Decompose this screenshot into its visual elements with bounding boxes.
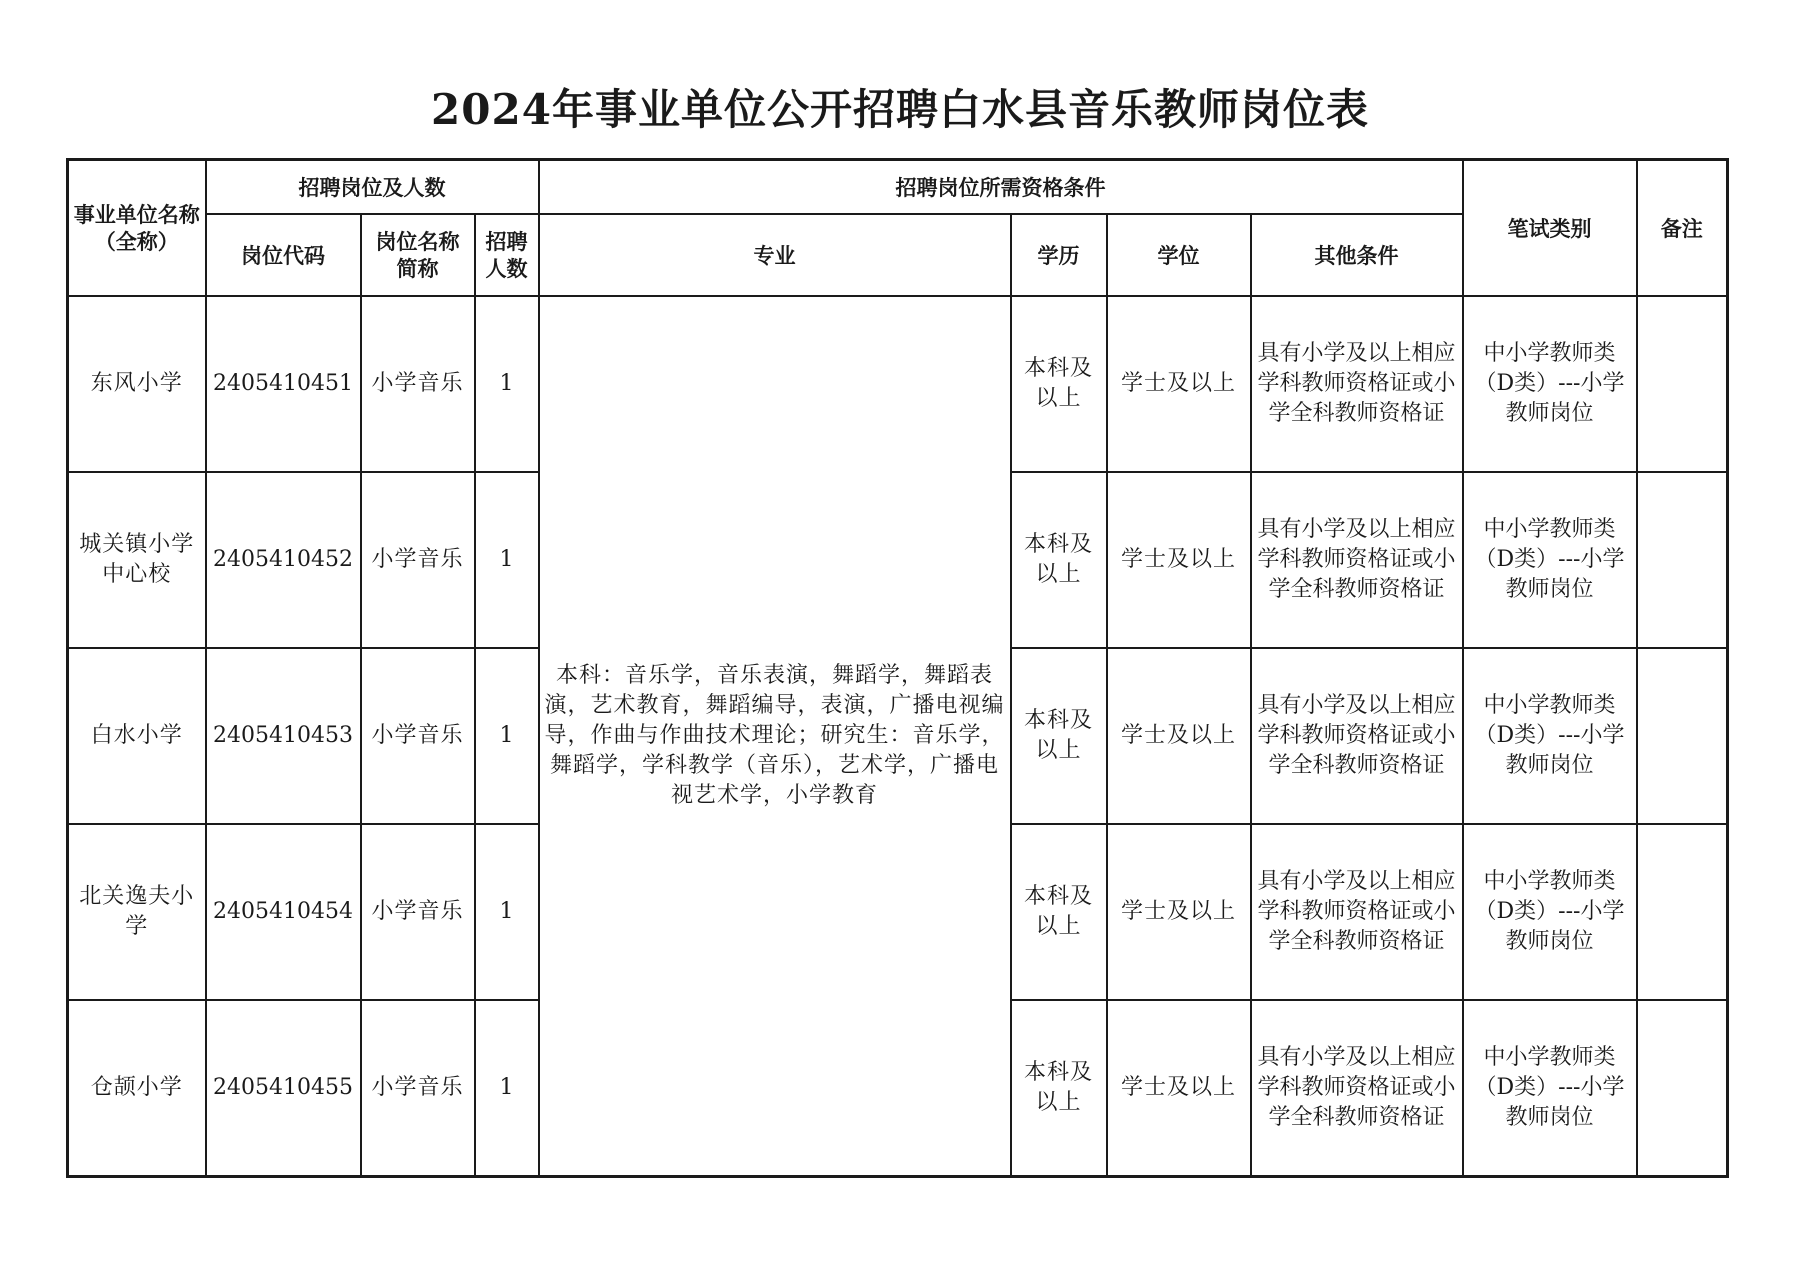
recruitment-table: [66, 158, 1729, 1178]
header-count: 招聘人数: [475, 214, 539, 296]
cell-degree: 学士及以上: [1107, 824, 1251, 1000]
table-row: [68, 296, 1728, 472]
cell-other-conditions: 具有小学及以上相应学科教师资格证或小学全科教师资格证: [1251, 1000, 1463, 1177]
cell-note: [1637, 824, 1728, 1000]
header-post-code: 岗位代码: [206, 214, 361, 296]
cell-unit: 北关逸夫小学: [68, 824, 206, 1000]
cell-education: 本科及以上: [1011, 824, 1107, 1000]
cell-unit: 仓颉小学: [68, 1000, 206, 1177]
cell-post-name: 小学音乐: [361, 296, 475, 472]
cell-other-conditions: 具有小学及以上相应学科教师资格证或小学全科教师资格证: [1251, 648, 1463, 824]
header-other-conditions: 其他条件: [1251, 214, 1463, 296]
header-unit: 事业单位名称（全称）: [68, 160, 206, 297]
header-education: 学历: [1011, 214, 1107, 296]
cell-degree: 学士及以上: [1107, 296, 1251, 472]
cell-note: [1637, 648, 1728, 824]
cell-post-name: 小学音乐: [361, 472, 475, 648]
cell-post-code: 2405410452: [206, 472, 361, 648]
cell-unit: 城关镇小学中心校: [68, 472, 206, 648]
cell-other-conditions: 具有小学及以上相应学科教师资格证或小学全科教师资格证: [1251, 472, 1463, 648]
cell-count: 1: [475, 296, 539, 472]
cell-education: 本科及以上: [1011, 472, 1107, 648]
cell-unit: 东风小学: [68, 296, 206, 472]
cell-post-code: 2405410455: [206, 1000, 361, 1177]
cell-count: 1: [475, 1000, 539, 1177]
header-group-qualification: 招聘岗位所需资格条件: [539, 160, 1463, 215]
cell-post-name: 小学音乐: [361, 824, 475, 1000]
page-title: 2024年事业单位公开招聘白水县音乐教师岗位表: [431, 85, 1369, 134]
cell-education: 本科及以上: [1011, 1000, 1107, 1177]
cell-count: 1: [475, 648, 539, 824]
header-post-name: 岗位名称简称: [361, 214, 475, 296]
cell-exam-type: 中小学教师类（D类）---小学教师岗位: [1463, 472, 1637, 648]
cell-degree: 学士及以上: [1107, 1000, 1251, 1177]
header-major: 专业: [539, 214, 1011, 296]
cell-post-name: 小学音乐: [361, 648, 475, 824]
cell-education: 本科及以上: [1011, 296, 1107, 472]
cell-post-code: 2405410453: [206, 648, 361, 824]
cell-exam-type: 中小学教师类（D类）---小学教师岗位: [1463, 824, 1637, 1000]
cell-exam-type: 中小学教师类（D类）---小学教师岗位: [1463, 296, 1637, 472]
cell-post-code: 2405410454: [206, 824, 361, 1000]
cell-note: [1637, 296, 1728, 472]
cell-education: 本科及以上: [1011, 648, 1107, 824]
cell-post-code: 2405410451: [206, 296, 361, 472]
header-group-post: 招聘岗位及人数: [206, 160, 539, 215]
cell-note: [1637, 472, 1728, 648]
cell-degree: 学士及以上: [1107, 472, 1251, 648]
cell-post-name: 小学音乐: [361, 1000, 475, 1177]
cell-major: 本科：音乐学，音乐表演，舞蹈学，舞蹈表演，艺术教育，舞蹈编导，表演，广播电视编导，作曲与作曲技术理论；研究生：音乐学，舞蹈学，学科教学（音乐），艺术学，广播电视艺术学，小学教育: [539, 296, 1011, 1177]
cell-exam-type: 中小学教师类（D类）---小学教师岗位: [1463, 1000, 1637, 1177]
cell-degree: 学士及以上: [1107, 648, 1251, 824]
cell-other-conditions: 具有小学及以上相应学科教师资格证或小学全科教师资格证: [1251, 824, 1463, 1000]
header-exam-type: 笔试类别: [1463, 160, 1637, 297]
cell-exam-type: 中小学教师类（D类）---小学教师岗位: [1463, 648, 1637, 824]
cell-count: 1: [475, 824, 539, 1000]
cell-count: 1: [475, 472, 539, 648]
cell-note: [1637, 1000, 1728, 1177]
cell-unit: 白水小学: [68, 648, 206, 824]
cell-other-conditions: 具有小学及以上相应学科教师资格证或小学全科教师资格证: [1251, 296, 1463, 472]
header-note: 备注: [1637, 160, 1728, 297]
header-degree: 学位: [1107, 214, 1251, 296]
